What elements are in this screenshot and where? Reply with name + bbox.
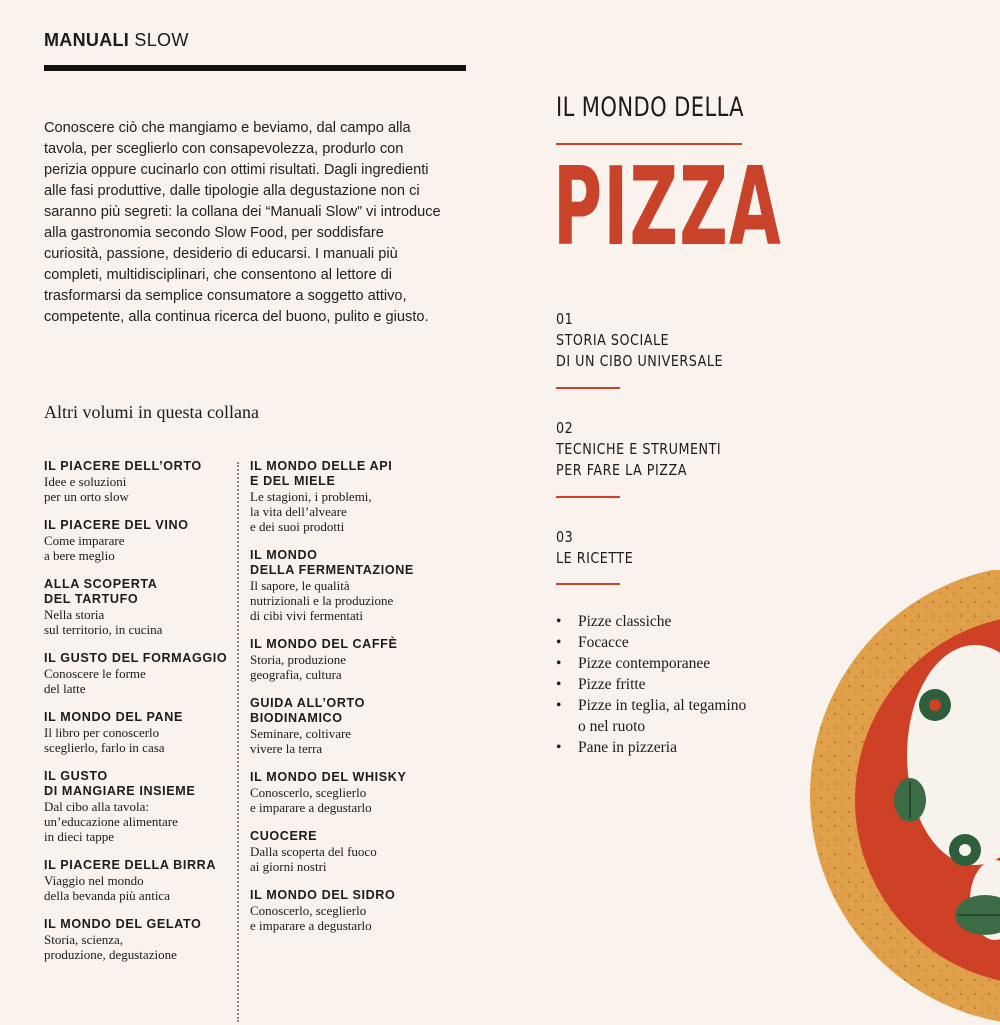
book-title: IL PIACERE DEL VINO xyxy=(44,518,189,532)
recipe-item: • Pizze fritte xyxy=(556,674,746,695)
book-subtitle: Conoscere le forme del latte xyxy=(44,666,146,696)
chapter-03 xyxy=(556,527,816,569)
book-title: IL MONDO DEL WHISKY xyxy=(250,770,407,784)
book-title: IL PIACERE DELL’ORTO xyxy=(44,459,202,473)
book-subtitle: Il libro per conoscerlo sceglierlo, farlo in casa xyxy=(44,725,165,755)
book-entry xyxy=(44,858,244,903)
book-title: IL MONDO DEL CAFFÈ xyxy=(250,637,398,651)
book-title: IL GUSTO DI MANGIARE INSIEME xyxy=(44,769,196,798)
book-subtitle: Come imparare a bere meglio xyxy=(44,533,125,563)
book-subtitle: Dalla scoperta del fuoco ai giorni nostri xyxy=(250,844,377,874)
column-divider xyxy=(237,462,239,1022)
book-entry xyxy=(44,710,244,755)
book-subtitle: Le stagioni, i problemi, la vita dell’alveare e dei suoi prodotti xyxy=(250,489,372,534)
book-subtitle: Dal cibo alla tavola: un’educazione alimentare in dieci tappe xyxy=(44,799,178,844)
book-entry xyxy=(44,917,244,962)
chapter-number: 02 xyxy=(556,419,574,437)
book-title: IL PIACERE DELLA BIRRA xyxy=(44,858,217,872)
book-title: IL MONDO DEL PANE xyxy=(44,710,183,724)
book-subtitle: Conoscerlo, sceglierlo e imparare a degustarlo xyxy=(250,903,372,933)
chapter-number: 01 xyxy=(556,310,574,328)
book-subtitle: Conoscerlo, sceglierlo e imparare a degustarlo xyxy=(250,785,372,815)
book-title: CUOCERE xyxy=(250,829,318,843)
book-subtitle: Il sapore, le qualità nutrizionali e la produzione di cibi vivi fermentati xyxy=(250,578,394,623)
book-entry xyxy=(44,651,244,696)
book-entry xyxy=(250,696,450,756)
chapter-title: STORIA SOCIALE DI UN CIBO UNIVERSALE xyxy=(556,331,724,370)
series-list-left xyxy=(44,459,244,976)
book-title: IL MONDO DEL GELATO xyxy=(44,917,202,931)
book-title: IL MONDO DEL SIDRO xyxy=(250,888,396,902)
recipe-item: • Pizze classiche xyxy=(556,611,746,632)
recipe-item: • Focacce xyxy=(556,632,746,653)
chapter-number: 03 xyxy=(556,528,574,546)
series-list-right xyxy=(250,459,450,947)
pizza-illustration xyxy=(790,570,1000,1025)
series-brand xyxy=(44,30,189,51)
recipe-item: • Pizze contemporanee xyxy=(556,653,746,674)
brand-bold: MANUALI xyxy=(44,30,130,50)
recipe-item: • Pane in pizzeria xyxy=(556,737,746,758)
book-entry xyxy=(250,548,450,623)
book-entry xyxy=(44,459,244,504)
intro-paragraph: Conoscere ciò che mangiamo e beviamo, dal campo alla tavola, per sceglierlo con consapevolezza, produrlo con perizia oppure cucinarlo con ottimi risultati. Dagli ingredienti alle fasi produttive, dalle tipologie alla degustazione non ci saranno più segreti: la collana dei “Manuali Slow” vi introduce alla gastronomia secondo Slow Food, per soddisfare curiosità, passione, desiderio di educarsi. I manuali più completi, multidisciplinari, che consentono al lettore di trasformarsi da semplice consumatore a soggetto attivo, competente, alla continua ricerca del buono, pulito e giusto. xyxy=(44,120,441,325)
book-subtitle: Storia, produzione geografia, cultura xyxy=(250,652,347,682)
book-title: IL GUSTO DEL FORMAGGIO xyxy=(44,651,228,665)
book-entry xyxy=(250,459,450,534)
chapter-rule xyxy=(556,496,620,498)
book-entry xyxy=(44,577,244,637)
book-subtitle: Storia, scienza, produzione, degustazione xyxy=(44,932,177,962)
chapter-02 xyxy=(556,418,816,481)
book-entry xyxy=(250,829,450,874)
olive-hole xyxy=(929,699,941,711)
book-entry xyxy=(250,770,450,815)
brand-light: SLOW xyxy=(134,30,189,50)
book-subtitle: Idee e soluzioni per un orto slow xyxy=(44,474,129,504)
book-kicker: IL MONDO DELLA xyxy=(556,92,744,123)
book-title: ALLA SCOPERTA DEL TARTUFO xyxy=(44,577,158,606)
series-list-title: Altri volumi in questa collana xyxy=(44,402,259,422)
olive-hole xyxy=(959,844,971,856)
chapter-title: LE RICETTE xyxy=(556,549,634,567)
chapter-rule xyxy=(556,387,620,389)
book-subtitle: Seminare, coltivare vivere la terra xyxy=(250,726,352,756)
chapter-rule xyxy=(556,583,620,585)
book-title-main: PIZZA xyxy=(553,145,783,270)
book-entry xyxy=(250,888,450,933)
recipe-item: • Pizze in teglia, al tegamino o nel ruoto xyxy=(556,695,746,737)
book-entry xyxy=(44,769,244,844)
book-title: GUIDA ALL’ORTO BIODINAMICO xyxy=(250,696,365,725)
chapter-01 xyxy=(556,309,816,372)
book-title: IL MONDO DELLE API E DEL MIELE xyxy=(250,459,393,488)
chapter-title: TECNICHE E STRUMENTI PER FARE LA PIZZA xyxy=(556,440,722,479)
book-subtitle: Nella storia sul territorio, in cucina xyxy=(44,607,163,637)
header-rule xyxy=(44,65,466,71)
book-subtitle: Viaggio nel mondo della bevanda più antica xyxy=(44,873,170,903)
book-entry xyxy=(44,518,244,563)
book-entry xyxy=(250,637,450,682)
book-title: IL MONDO DELLA FERMENTAZIONE xyxy=(250,548,414,577)
recipe-list xyxy=(556,611,746,758)
